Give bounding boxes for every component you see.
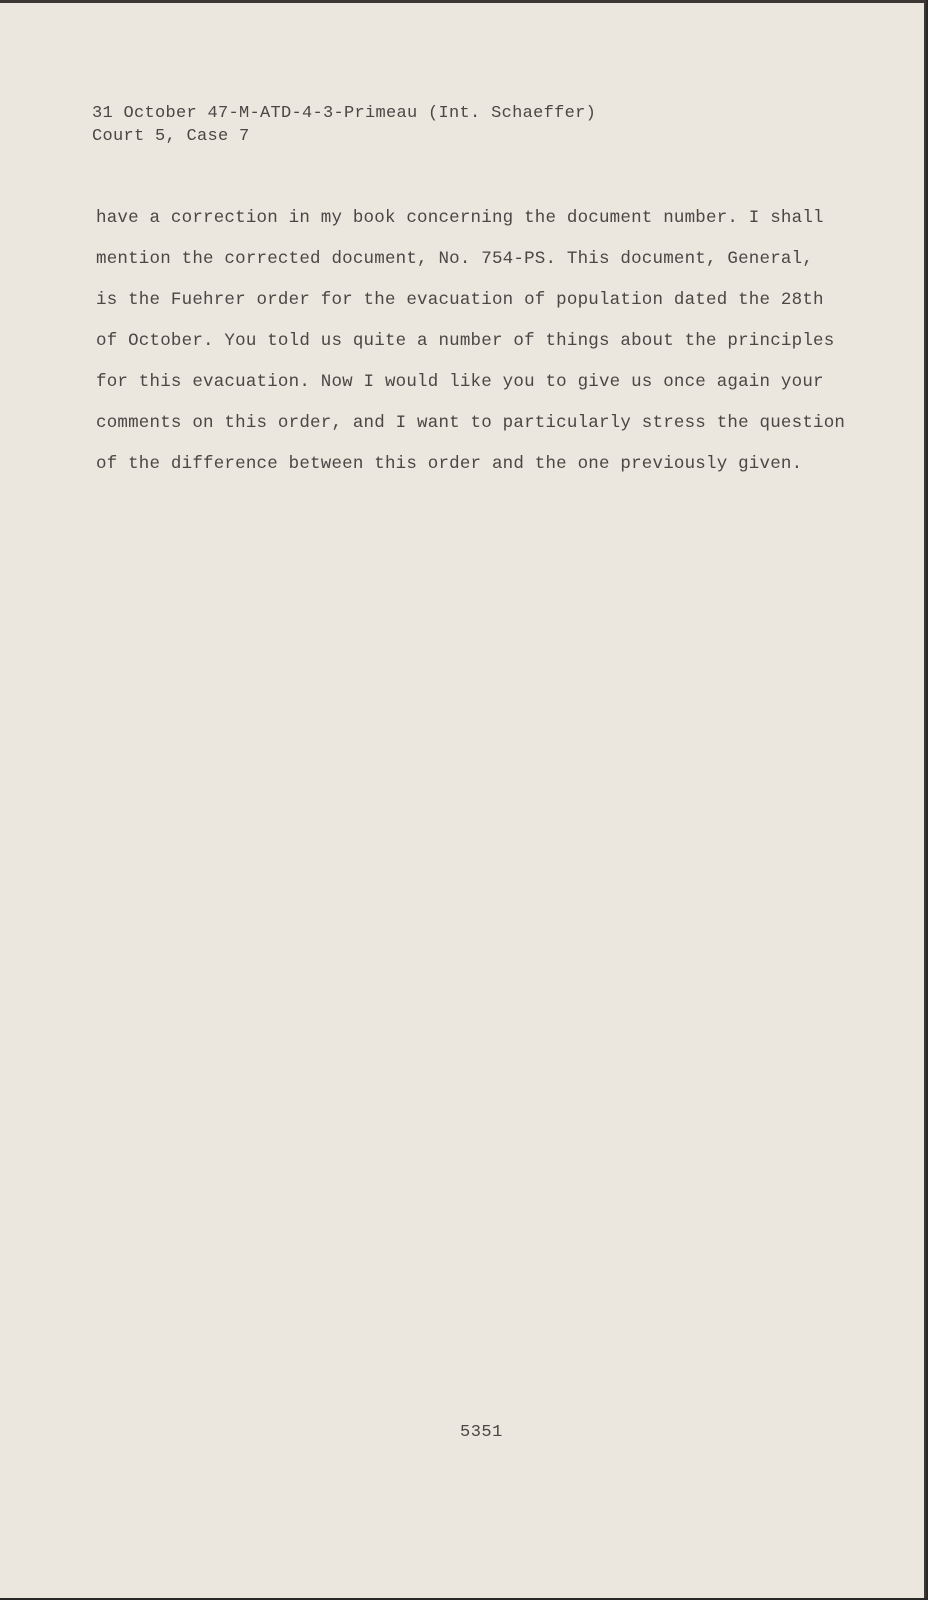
transcript-body: [96, 208, 856, 495]
transcript-line: for this evacuation. Now I would like you to give us once again your: [96, 372, 824, 392]
transcript-line: comments on this order, and I want to particularly stress the question: [96, 413, 846, 433]
transcript-line: have a correction in my book concerning the document number. I shall: [96, 208, 824, 228]
header-court-case: Court 5, Case 7: [92, 127, 250, 146]
transcript-line: mention the corrected document, No. 754-PS. This document, General,: [96, 249, 814, 269]
transcript-line: of the difference between this order and the one previously given.: [96, 454, 803, 474]
header-date-reference: 31 October 47-M-ATD-4-3-Primeau (Int. Schaeffer): [92, 104, 597, 123]
transcript-line: is the Fuehrer order for the evacuation of population dated the 28th: [96, 290, 824, 310]
document-header: [92, 102, 596, 148]
page-number: 5351: [460, 1423, 503, 1442]
transcript-line: of October. You told us quite a number of things about the principles: [96, 331, 835, 351]
